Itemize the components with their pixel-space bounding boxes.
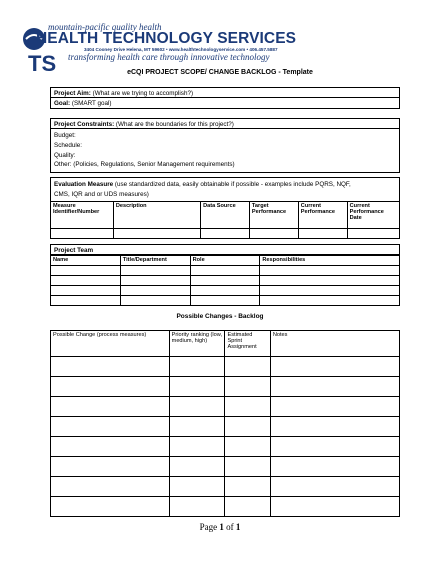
- constraints-label: Project Constraints:: [54, 121, 115, 128]
- table-row[interactable]: [51, 286, 400, 296]
- table-row[interactable]: [51, 417, 400, 437]
- table-row[interactable]: [51, 228, 400, 238]
- tagline-bottom: transforming health care through innovative technology: [68, 52, 270, 62]
- constraint-budget: Budget:: [54, 132, 76, 139]
- constraints-text: (What are the boundaries for this project?): [114, 121, 234, 128]
- col-target-performance: Target Performance: [249, 201, 298, 228]
- page-title: eCQI PROJECT SCOPE/ CHANGE BACKLOG - Template: [127, 69, 313, 76]
- table-row[interactable]: [51, 397, 400, 417]
- evaluation-label: Evaluation Measure: [54, 181, 114, 188]
- col-data-source: Data Source: [201, 201, 250, 228]
- col-name: Name: [51, 256, 121, 266]
- company-logo: [20, 22, 320, 76]
- col-notes: Notes: [270, 331, 399, 357]
- project-constraints-box: [50, 118, 400, 173]
- col-description: Description: [113, 201, 200, 228]
- backlog-box: [50, 330, 400, 517]
- table-row[interactable]: [51, 357, 400, 377]
- col-current-performance: Current Performance: [298, 201, 347, 228]
- evaluation-header: [51, 178, 399, 201]
- goal-text: (SMART goal): [70, 100, 112, 107]
- company-address: 3404 Cooney Drive Helena, MT 59602 • www.healthtechnologyservice.com • 406.457.5887: [84, 47, 278, 52]
- col-responsibilities: Responsibilities: [260, 256, 400, 266]
- constraints-header-row: [51, 119, 399, 129]
- project-aim-box: [50, 87, 400, 109]
- svg-text:TS: TS: [28, 51, 57, 73]
- col-current-performance-date: Current Performance Date: [347, 201, 399, 228]
- page-current: 1: [219, 522, 224, 532]
- backlog-title: Possible Changes - Backlog: [176, 313, 264, 320]
- table-row[interactable]: [51, 497, 400, 517]
- col-role: Role: [190, 256, 260, 266]
- project-team-box: [50, 244, 400, 306]
- evaluation-table: [50, 201, 400, 239]
- table-row[interactable]: [51, 377, 400, 397]
- evaluation-text-2: CMS, IQR and or UDS measures): [54, 190, 149, 198]
- col-estimated-sprint: Estimated Sprint Assignment: [225, 331, 270, 357]
- table-row[interactable]: [51, 266, 400, 276]
- col-priority-ranking: Priority ranking (low, medium, high): [169, 331, 225, 357]
- table-row[interactable]: [51, 276, 400, 286]
- table-row[interactable]: [51, 437, 400, 457]
- constraints-body[interactable]: [51, 129, 399, 172]
- page-word: Page: [199, 522, 220, 532]
- backlog-table: [50, 330, 400, 517]
- project-team-header: [51, 245, 399, 255]
- project-team-label: Project Team: [54, 247, 94, 254]
- company-name: HEALTH TECHNOLOGY SERVICES: [36, 30, 297, 47]
- table-row[interactable]: [51, 477, 400, 497]
- table-row[interactable]: [51, 296, 400, 306]
- tagline-top: mountain-pacific quality health: [48, 22, 162, 32]
- page-total: 1: [235, 522, 241, 532]
- goal-label: Goal:: [54, 100, 71, 107]
- evaluation-text: (use standardized data, easily obtainable if possible - examples include PQRS, NQF,: [113, 181, 351, 188]
- page-footer: [0, 522, 440, 532]
- project-aim-row[interactable]: [51, 88, 399, 98]
- col-measure-identifier: Measure Identifier/Number: [51, 201, 114, 228]
- goal-row[interactable]: [51, 98, 399, 108]
- project-team-table: [50, 255, 400, 306]
- of-word: of: [223, 522, 236, 532]
- constraint-schedule: Schedule:: [54, 141, 83, 149]
- table-row[interactable]: [51, 457, 400, 477]
- col-title-department: Title/Department: [120, 256, 190, 266]
- project-aim-label: Project Aim:: [54, 90, 91, 97]
- constraint-quality: Quality:: [54, 151, 76, 159]
- constraint-other: Other: (Policies, Regulations, Senior Management requirements): [54, 161, 235, 169]
- project-aim-text: (What are we trying to accomplish?): [90, 90, 194, 97]
- col-possible-change: Possible Change (process measures): [51, 331, 170, 357]
- evaluation-measure-box: [50, 177, 400, 239]
